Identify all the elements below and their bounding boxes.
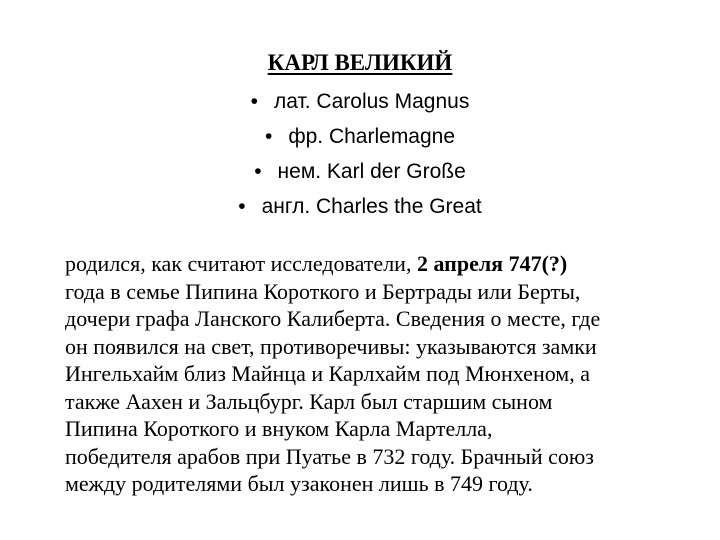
bullet-icon: • (250, 90, 258, 113)
name-variant-text: фр. Charlemagne (288, 125, 456, 148)
biography-paragraph (65, 250, 685, 498)
paragraph-line: Пипина Короткого и внуком Карла Мартелла, (65, 416, 493, 441)
name-variant-text: нем. Karl der Große (277, 160, 466, 183)
bullet-icon: • (264, 125, 273, 148)
name-variant-german (0, 154, 720, 189)
paragraph-line-prefix: родился, как считают исследователи, (65, 251, 412, 276)
paragraph-line: между родителями был узаконен лишь в 749 году. (65, 471, 533, 496)
name-variant-english (0, 189, 720, 224)
slide-title: КАРЛ ВЕЛИКИЙ (267, 50, 453, 75)
name-variant-text: англ. Charles the Great (261, 195, 482, 218)
paragraph-line: года в семье Пипина Короткого и Бертрады или Берты, (65, 278, 581, 304)
paragraph-line: победителя арабов при Пуатье в 732 году. Брачный союз (65, 443, 594, 469)
paragraph-line: дочери графа Ланского Калиберта. Сведения о месте, где (65, 306, 601, 331)
bullet-icon: • (254, 160, 262, 183)
name-variant-text: лат. Carolus Magnus (274, 90, 470, 113)
paragraph-line (65, 250, 685, 278)
name-variant-latin (0, 84, 720, 119)
paragraph-line: он появился на свет, противоречивы: указываются замки (65, 333, 597, 359)
name-variants-list (0, 84, 720, 224)
birth-date: 2 апреля 747(?) (416, 251, 568, 276)
name-variant-french (0, 119, 720, 154)
paragraph-line: также Аахен и Зальцбург. Карл был старшим сыном (65, 388, 553, 414)
paragraph-line: Ингельхайм близ Майнца и Карлхайм под Мюнхеном, а (65, 361, 590, 386)
bullet-icon: • (238, 195, 246, 218)
